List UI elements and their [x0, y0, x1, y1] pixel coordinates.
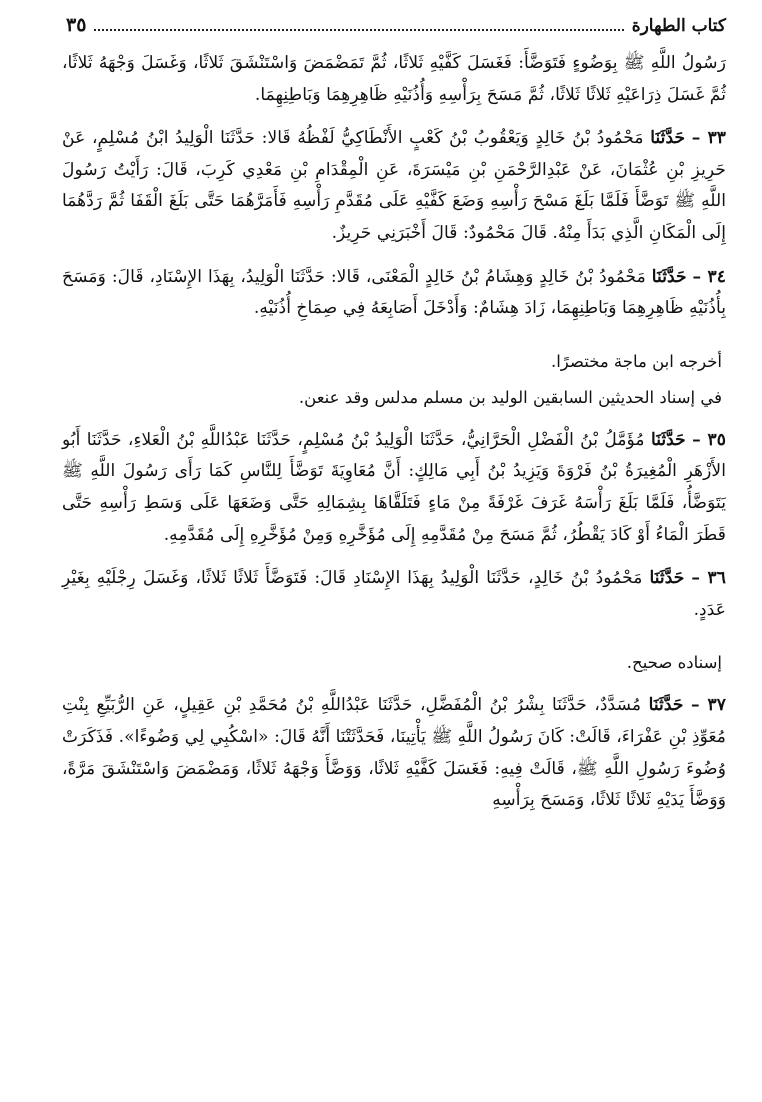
hadith-37 — [62, 690, 726, 816]
hadith-text: مُؤَمَّلُ بْنُ الْفَضْلِ الْحَرَّانِيُّ، حَدَّثَنَا الْوَلِيدُ بْنُ مُسْلِمٍ، حَدَّثَنَا عَبْدُاللَّهِ بْنُ الْعَلاءِ، حَدَّثَنَا أَبُو الأَزْهَرِ الْمُغِيرَةُ بْنُ فَرْوَةَ وَيَزِيدُ بْنُ أَبِي مَالِكٍ: أَنَّ مُعَاوِيَةَ تَوَضَّأَ لِلنَّاسِ كَمَا رَأَى رَسُولَ اللَّهِ ﷺ يَتَوَضَّأُ، فَلَمَّا بَلَغَ رَأْسَهُ غَرَفَ غَرْفَةً مِنْ مَاءٍ فَتَلَقَّاهَا بِشِمَالِهِ حَتَّى وَضَعَهَا عَلَى وَسَطِ رَأْسِهِ حَتَّى قَطَرَ الْمَاءُ أَوْ كَادَ يَقْطُرُ، ثُمَّ مَسَحَ مِنْ مُقَدَّمِهِ إِلَى مُؤَخَّرِهِ وَمِنْ مُؤَخَّرِهِ إِلَى مُقَدَّمِهِ. — [62, 429, 726, 545]
hadith-text: مُسَدَّدٌ، حَدَّثَنَا بِشْرُ بْنُ الْمُفَضَّلِ، حَدَّثَنَا عَبْدُاللَّهِ بْنُ مُحَمَّدِ بْنِ عَقِيلٍ، عَنِ الرُّبَيِّعِ بِنْتِ مُعَوِّذِ بْنِ عَفْرَاءَ، قَالَتْ: كَانَ رَسُولُ اللَّهِ ﷺ يَأْتِينَا، فَحَدَّثَتْنَا أَنَّهُ قَالَ: «اسْكُبِي لِي وَضُوءًا». فَذَكَرَتْ وُضُوءَ رَسُولِ اللَّهِ ﷺ، قَالَتْ فِيهِ: فَغَسَلَ كَفَّيْهِ ثَلاثًا، وَوَضَّأَ وَجْهَهُ ثَلاثًا، وَمَضْمَضَ وَاسْتَنْشَقَ مَرَّةً، وَوَضَّأَ يَدَيْهِ ثَلاثًا ثَلاثًا، وَمَسَحَ بِرَأْسِهِ — [62, 695, 726, 811]
hadith-text: رَسُولُ اللَّهِ ﷺ بِوَضُوءٍ فَتَوَضَّأَ: فَغَسَلَ كَفَّيْهِ ثَلاثًا، ثُمَّ تَمَضْمَضَ وَاسْتَنْشَقَ ثَلاثًا، وَغَسَلَ وَجْهَهُ ثَلاثًا، ثُمَّ غَسَلَ ذِرَاعَيْهِ ثَلاثًا ثَلاثًا، ثُمَّ مَسَحَ بِرَأْسِهِ وَأُذُنَيْهِ ظَاهِرِهِمَا وَبَاطِنِهِمَا. — [62, 53, 726, 105]
hadith-number: ٣٣ – — [691, 128, 727, 149]
commentary-note: أخرجه ابن ماجة مختصرًا. — [550, 351, 722, 371]
hadith-number: ٣٦ – — [691, 568, 727, 589]
page-header — [66, 14, 726, 46]
hadith-35 — [62, 425, 726, 551]
hadith-lead-word: حَدَّثَنَا — [648, 695, 684, 716]
header-dotted-leader — [94, 29, 623, 31]
page-body — [62, 48, 726, 817]
commentary-note: إسناده صحيح. — [626, 653, 722, 673]
page-number: ٣٥ — [66, 14, 87, 36]
hadith-continuation — [62, 48, 726, 111]
hadith-33 — [62, 123, 726, 249]
hadith-text: مَحْمُودُ بْنُ خَالِدٍ، حَدَّثَنَا الْوَلِيدُ بِهَذَا الإِسْنَادِ قَالَ: فَتَوَضَّأَ ثَلاثًا ثَلاثًا، وَغَسَلَ رِجْلَيْهِ بِغَيْرِ عَدَدٍ. — [62, 568, 726, 620]
book-title: كتاب الطهارة — [631, 16, 726, 36]
commentary-note: في إسناد الحديثين السابقين الوليد بن مسلم مدلس وقد عنعن. — [298, 387, 722, 407]
hadith-36 — [62, 563, 726, 626]
hadith-text: مَحْمُودُ بْنُ خَالِدٍ وَهِشَامُ بْنُ خَالِدٍ الْمَعْنَى، قَالا: حَدَّثَنَا الْوَلِيدُ، بِهَذَا الإِسْنَادِ، قَالَ: وَمَسَحَ بِأُذُنَيْهِ ظَاهِرِهِمَا وَبَاطِنِهِمَا، زَادَ هِشَامٌ: وَأَدْخَلَ أَصَابِعَهُ فِي صِمَاخِ أُذُنَيْهِ. — [62, 266, 726, 319]
hadith-lead-word: حَدَّثَنَا — [650, 128, 686, 149]
hadith-number: ٣٥ – — [692, 429, 727, 450]
hadith-number: ٣٧ – — [690, 695, 727, 716]
hadith-text: مَحْمُودُ بْنُ خَالِدٍ وَيَعْقُوبُ بْنُ كَعْبٍ الأَنْطَاكِيُّ لَفْظُهُ قَالا: حَدَّثَنَا الْوَلِيدُ ابْنُ مُسْلِمٍ، عَنْ حَرِيزِ بْنِ عُثْمَانَ، عَنْ عَبْدِالرَّحْمَنِ بْنِ مَيْسَرَةَ، عَنِ الْمِقْدَامِ بْنِ مَعْدِي كَرِبَ، قَالَ: رَأَيْتُ رَسُولَ اللَّهِ ﷺ تَوَضَّأَ فَلَمَّا بَلَغَ مَسْحَ رَأْسِهِ وَضَعَ كَفَّيْهِ عَلَى مُقَدَّمِ رَأْسِهِ فَأَمَرَّهُمَا حَتَّى بَلَغَ الْقَفَا ثُمَّ رَدَّهُمَا إِلَى الْمَكَانِ الَّذِي بَدَأَ مِنْهُ. قَالَ مَحْمُودٌ: قَالَ أَخْبَرَنِي حَرِيزٌ. — [62, 128, 726, 243]
hadith-lead-word: حَدَّثَنَا — [650, 429, 686, 450]
hadith-lead-word: حَدَّثَنَا — [649, 568, 685, 589]
hadith-number: ٣٤ – — [692, 266, 727, 287]
hadith-lead-word: حَدَّثَنَا — [651, 266, 687, 287]
hadith-34 — [62, 262, 726, 325]
